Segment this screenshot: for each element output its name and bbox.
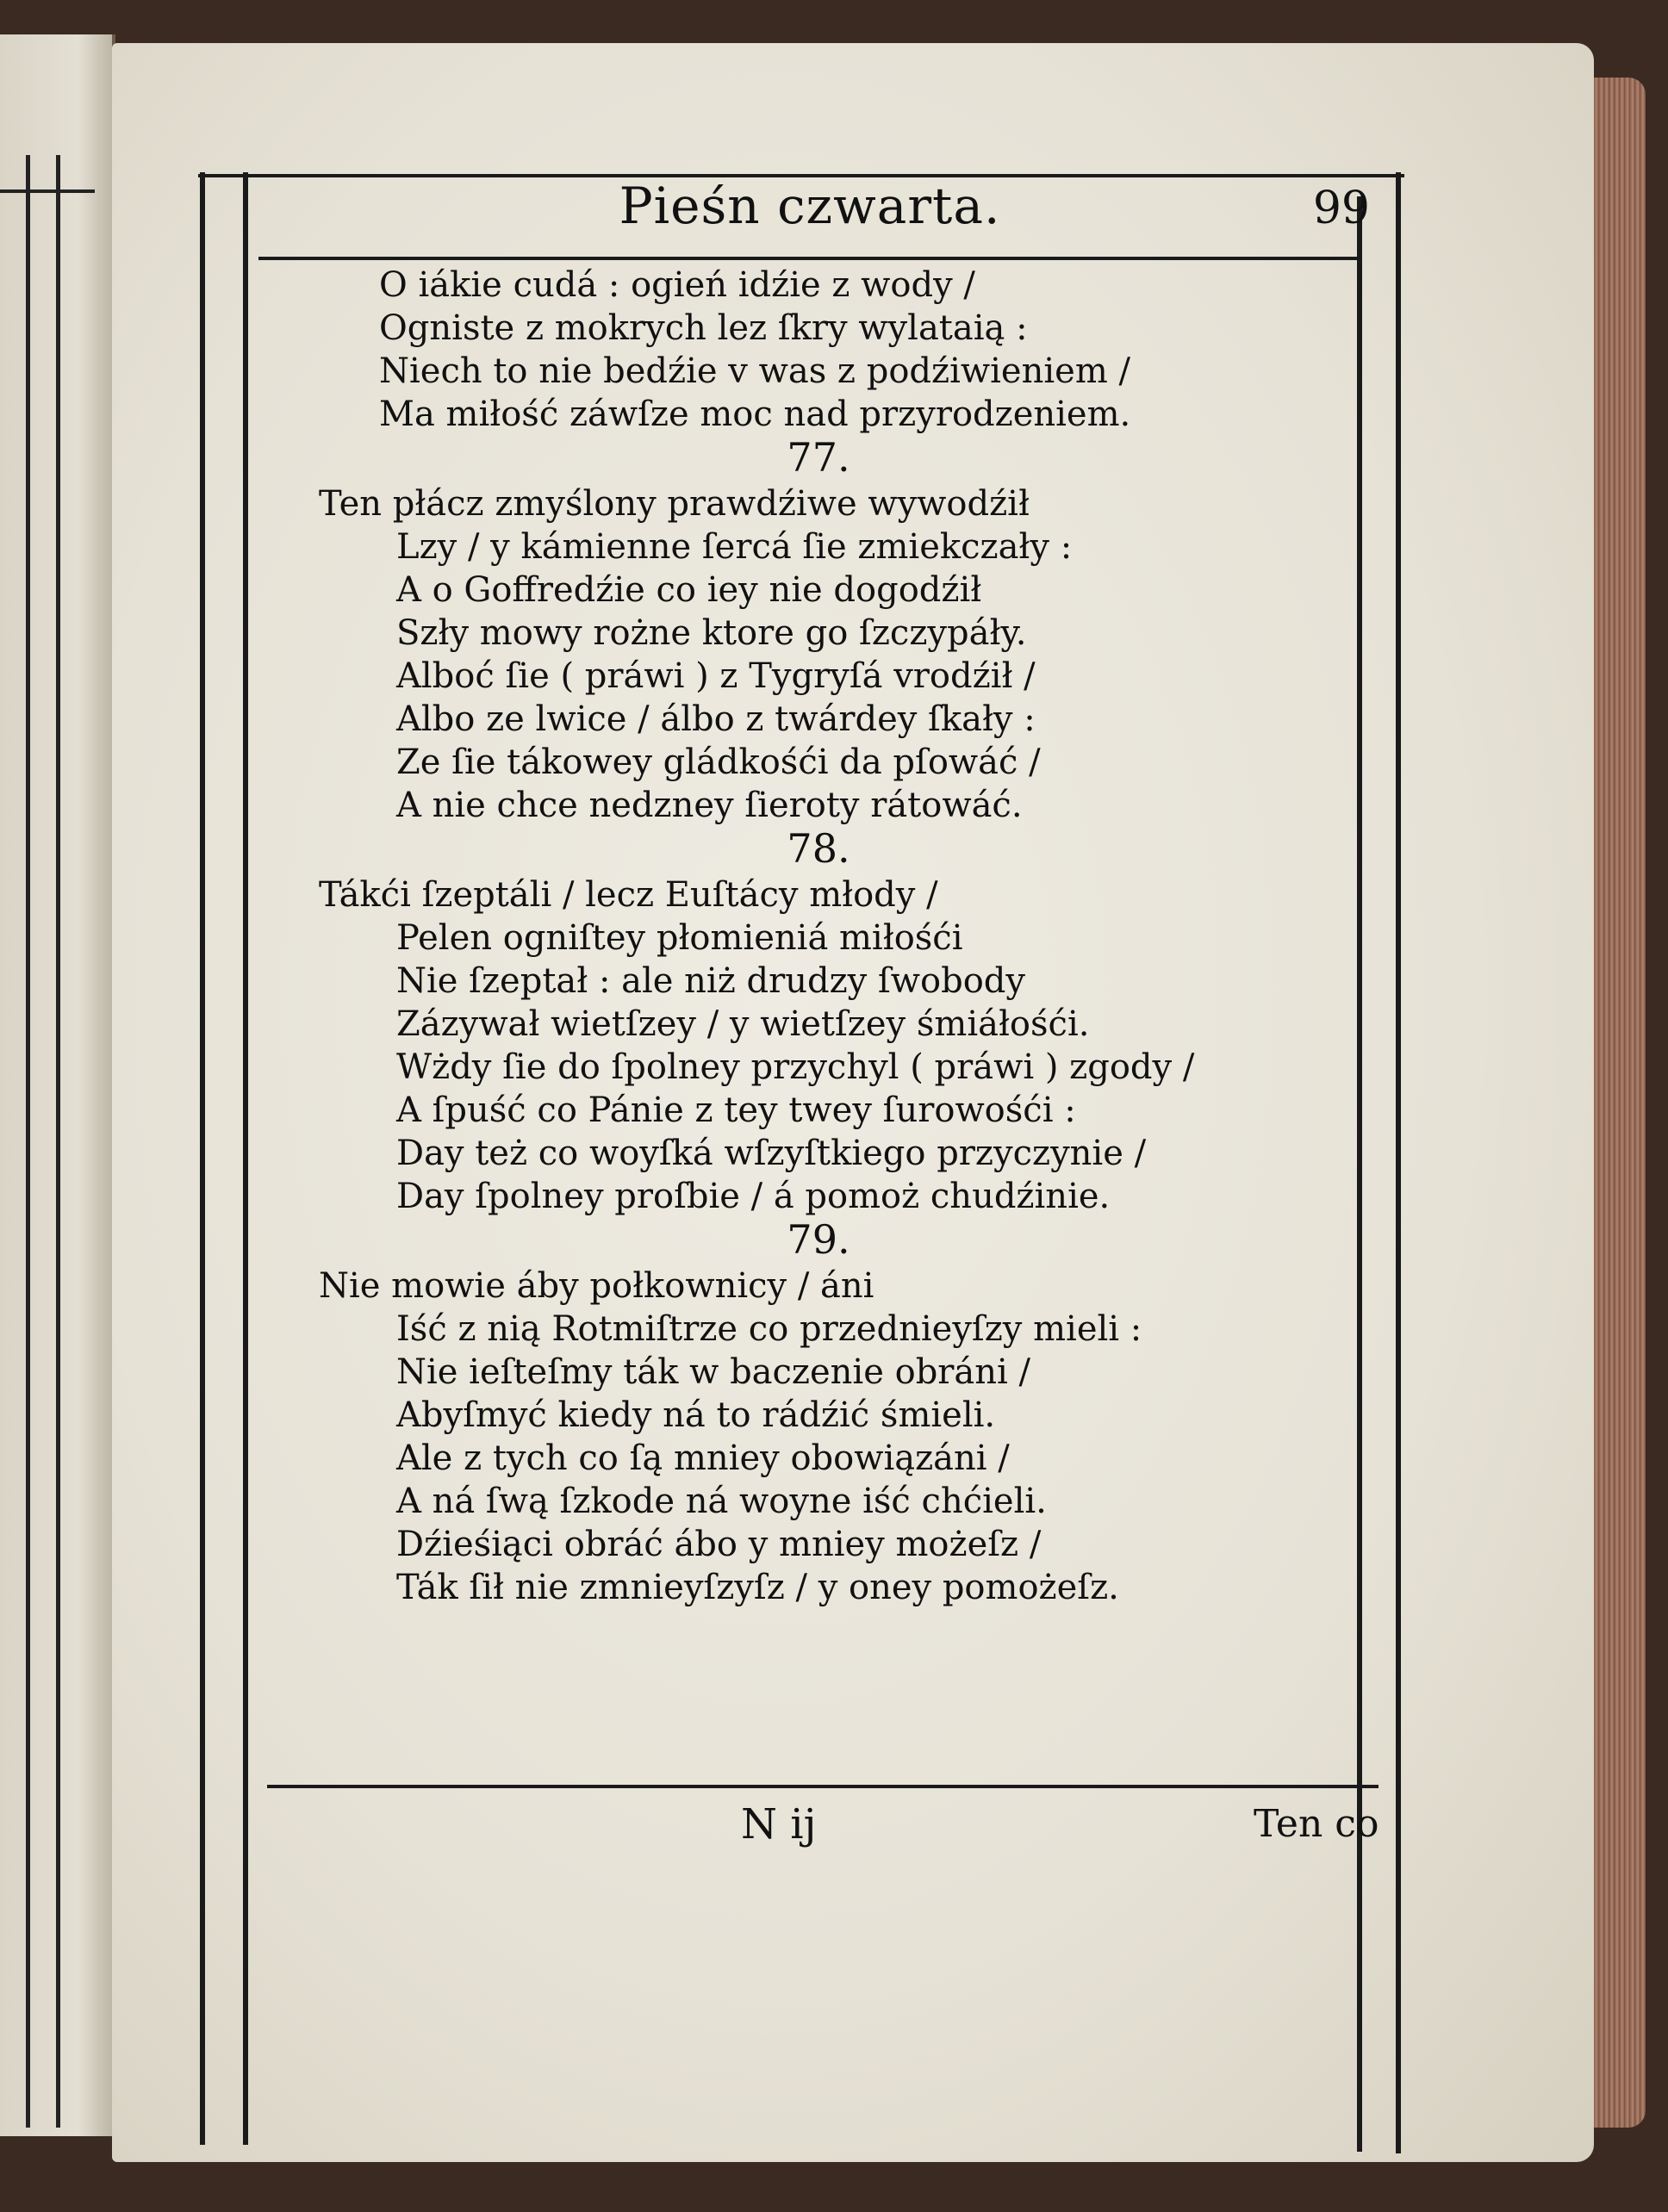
verse-line: Tákći ſzeptáli / lecz Euſtácy młody / [319, 875, 938, 915]
catchword: Ten co [1254, 1802, 1379, 1846]
footer-rule [267, 1785, 1379, 1788]
verse-line: Ogniste z mokrych lez ſkry wylataią : [379, 308, 1028, 348]
stanza-number: 79. [787, 1216, 850, 1263]
frame-left-outer-rule [200, 172, 205, 2145]
verse-line: Zázywał wietſzey / y wietſzey śmiáłośći. [396, 1004, 1090, 1044]
poem-text-block [319, 264, 1370, 1609]
page-number: 99 [1312, 183, 1370, 234]
verse-line: Lzy / y kámienne ſercá ſie zmiekczały : [396, 527, 1073, 567]
verse-line: Ma miłość záwſze moc nad przyrodzeniem. [379, 395, 1131, 434]
left-page-vertical-rule [26, 155, 30, 2128]
verse-line: Wżdy ſie do ſpolney przychyl ( práwi ) zgody / [396, 1047, 1195, 1087]
verse-line: Dźieśiąci obráć ábo y mniey możeſz / [396, 1525, 1042, 1564]
verse-line: Day ſpolney proſbie / á pomoż chudźinie. [396, 1177, 1111, 1216]
signature-mark: N ij [741, 1800, 817, 1849]
verse-line: Abyſmyć kiedy ná to rádźić śmieli. [396, 1395, 996, 1435]
verse-line: Nie mowie áby połkownicy / áni [319, 1266, 874, 1306]
verse-line: A nie chce nedzney ſieroty rátowáć. [396, 786, 1023, 825]
verse-line: Alboć ſie ( práwi ) z Tygryſá vrodźił / [396, 656, 1036, 696]
verse-line: Albo ze lwice / álbo z twárdey ſkały : [396, 699, 1036, 739]
stanza-number: 77. [787, 434, 850, 481]
verse-line: Day też co woyſká wſzyſtkiego przyczynie / [396, 1134, 1147, 1173]
verse-line: Ze ſie tákowey gládkośći da pſowáć / [396, 743, 1041, 782]
left-page-edge [0, 34, 115, 2136]
verse-line: Szły mowy rożne ktore go ſzczypáły. [396, 613, 1027, 653]
verse-line: Niech to nie bedźie v was z podźiwieniem / [379, 351, 1130, 391]
book-page-block-edge [1594, 78, 1646, 2128]
frame-left-inner-rule [243, 172, 248, 2145]
verse-line: Ták ſił nie zmnieyſzyſz / y oney pomożeſz. [396, 1568, 1119, 1607]
stanza-number: 78. [787, 825, 850, 872]
running-head-title: Pieśn czwarta. [619, 177, 1001, 235]
verse-line: Pelen ogniſtey płomieniá miłośći [396, 918, 963, 958]
verse-line: Ten płácz zmyślony prawdźiwe wywodźił [319, 484, 1030, 524]
verse-line: Nie ieſteſmy ták w baczenie obráni / [396, 1352, 1031, 1392]
left-page-top-rule [0, 190, 95, 193]
verse-line: A ná ſwą ſzkode ná woyne iść chćieli. [396, 1482, 1047, 1521]
verse-line: A ſpuść co Pánie z tey twey ſurowośći : [396, 1090, 1076, 1130]
verse-line: O iákie cudá : ogień idźie z wody / [379, 265, 975, 305]
left-page-vertical-rule-inner [56, 155, 60, 2128]
verse-line: Nie ſzeptał : ale niż drudzy ſwobody [396, 961, 1025, 1001]
verse-line: Iść z nią Rotmiſtrze co przednieyſzy mieli : [396, 1309, 1142, 1349]
verse-line: Ale z tych co ſą mniey obowiązáni / [396, 1438, 1010, 1478]
header-underline-rule [258, 257, 1361, 260]
verse-line: A o Goffredźie co iey nie dogodźił [396, 570, 982, 610]
frame-right-outer-rule [1396, 172, 1401, 2153]
